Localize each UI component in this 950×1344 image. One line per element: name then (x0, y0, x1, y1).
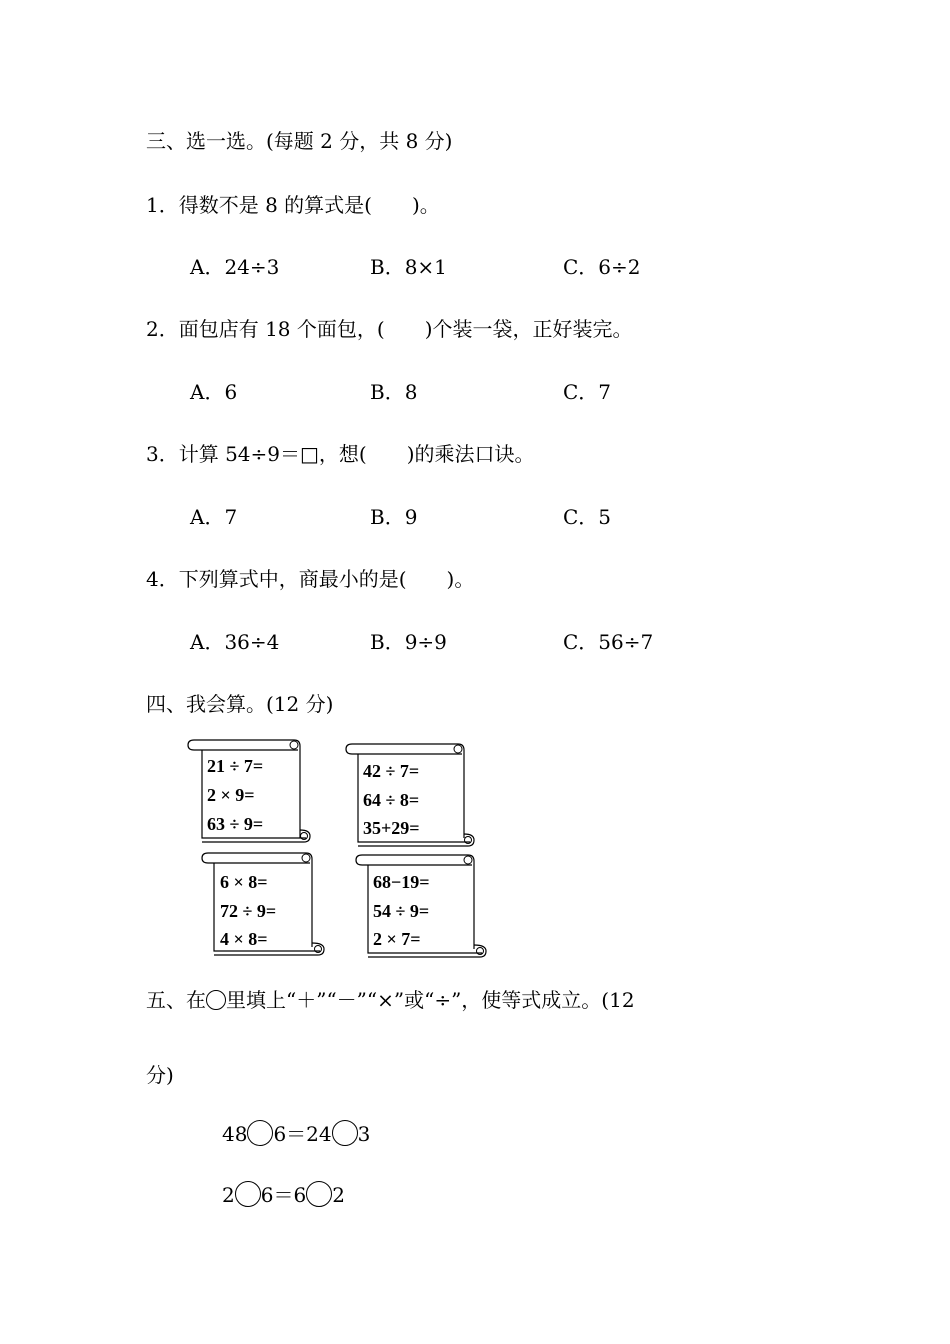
question-1-option-c: C．6÷2 (563, 255, 641, 279)
question-4-stem: 4．下列算式中，商最小的是( )。 (146, 567, 475, 591)
blank-circle-icon (206, 990, 226, 1010)
equation-2-part-b: 6＝6 (260, 1183, 307, 1207)
scroll-4-equation-1: 68−19= (373, 872, 430, 892)
question-4-option-c: C．56÷7 (563, 630, 654, 654)
answer-circle-4[interactable] (306, 1181, 332, 1207)
question-2-option-a: A．6 (190, 380, 238, 404)
section-5-title-continued: 分) (146, 1063, 174, 1087)
question-3-option-a: A．7 (190, 505, 238, 529)
section-3-title: 三、选一选。(每题 2 分，共 8 分) (146, 129, 453, 153)
equation-1-part-b: 6＝24 (273, 1122, 332, 1146)
section-5-title (146, 987, 635, 1013)
scroll-2-equation-3: 35+29= (363, 818, 420, 838)
scroll-2-equation-2: 64 ÷ 8= (363, 790, 420, 810)
question-2-option-c: C．7 (563, 380, 612, 404)
answer-circle-2[interactable] (332, 1120, 358, 1146)
scroll-1-equation-1: 21 ÷ 7= (207, 756, 264, 776)
section-5-title-after: 里填上“＋”“－”“×”或“÷”，使等式成立。(12 (226, 988, 635, 1012)
scroll-4-equation-2: 54 ÷ 9= (373, 901, 430, 921)
scroll-card-3 (200, 851, 330, 957)
question-1-option-a: A．24÷3 (190, 255, 280, 279)
question-3-stem: 3．计算 54÷9＝□，想( )的乘法口诀。 (146, 442, 535, 466)
scroll-3-equation-1: 6 × 8= (220, 872, 268, 892)
equation-row-2 (222, 1181, 345, 1209)
scroll-card-2 (344, 742, 479, 848)
equation-2-part-c: 2 (332, 1183, 345, 1207)
question-2-stem: 2．面包店有 18 个面包，( )个装一袋，正好装完。 (146, 317, 633, 341)
answer-circle-3[interactable] (235, 1181, 261, 1207)
answer-circle-1[interactable] (247, 1120, 273, 1146)
equation-1-part-a: 48 (222, 1122, 248, 1146)
question-2-option-b: B．8 (370, 380, 418, 404)
equation-1-part-c: 3 (357, 1122, 371, 1146)
scroll-1-equation-2: 2 × 9= (207, 785, 255, 805)
scroll-2-equation-1: 42 ÷ 7= (363, 761, 420, 781)
section-4-title: 四、我会算。(12 分) (146, 692, 334, 716)
question-4-option-b: B．9÷9 (370, 630, 447, 654)
question-4-option-a: A．36÷4 (190, 630, 280, 654)
question-3-option-c: C．5 (563, 505, 612, 529)
scroll-card-4 (354, 853, 494, 959)
equation-row-1 (222, 1120, 370, 1148)
question-1-stem: 1．得数不是 8 的算式是( )。 (146, 193, 440, 217)
section-5-title-before: 五、在 (146, 988, 206, 1012)
scroll-1-equation-3: 63 ÷ 9= (207, 814, 264, 834)
question-1-option-b: B．8×1 (370, 255, 447, 279)
question-3-option-b: B．9 (370, 505, 418, 529)
equation-2-part-a: 2 (222, 1183, 235, 1207)
scroll-3-equation-2: 72 ÷ 9= (220, 901, 277, 921)
scroll-card-1 (186, 738, 316, 844)
scroll-4-equation-3: 2 × 7= (373, 929, 421, 949)
scroll-3-equation-3: 4 × 8= (220, 929, 268, 949)
